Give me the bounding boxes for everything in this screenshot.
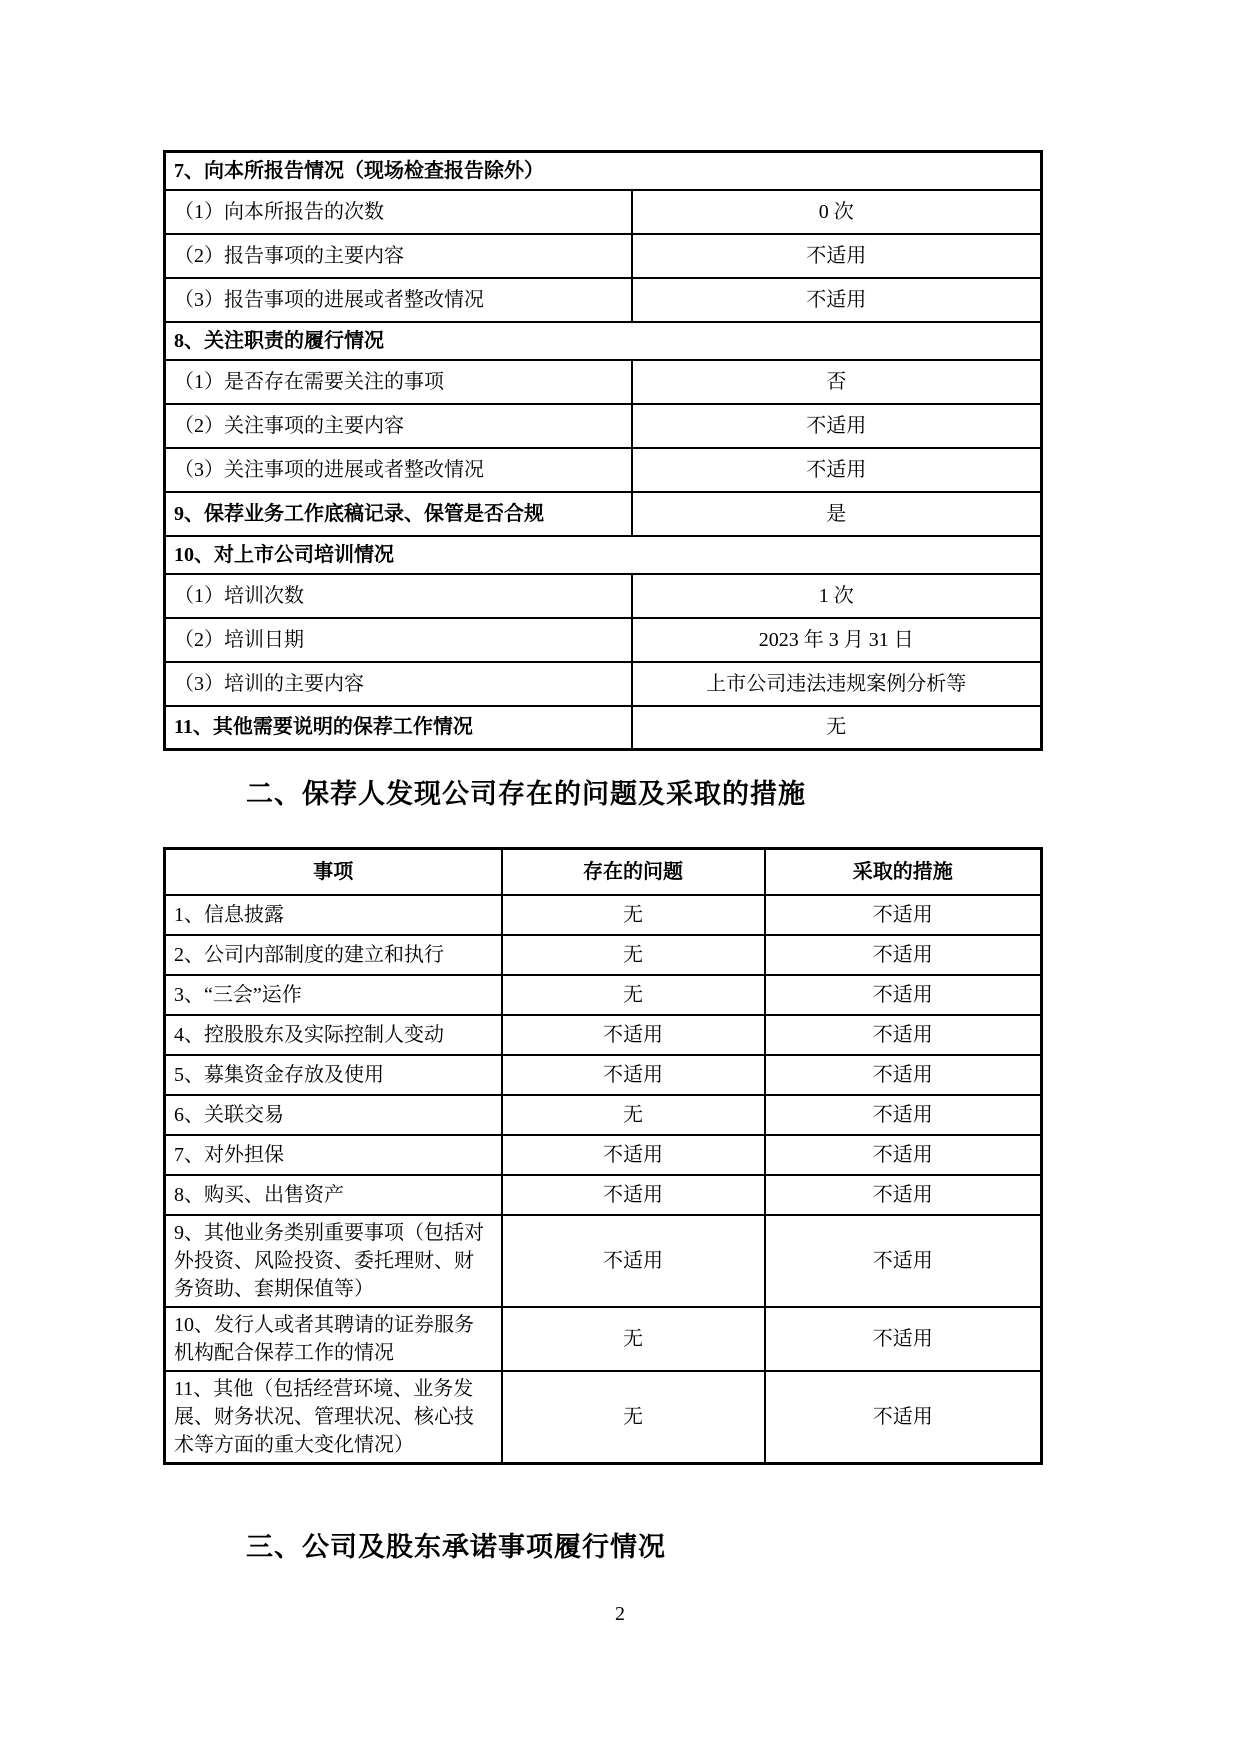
row-value: 是: [632, 492, 1042, 536]
row-label: （3）培训的主要内容: [165, 662, 632, 706]
row-item: 2、公司内部制度的建立和执行: [165, 935, 502, 975]
row-label: （2）关注事项的主要内容: [165, 404, 632, 448]
row-measure: 不适用: [765, 1215, 1042, 1307]
section-row-label: 7、向本所报告情况（现场检查报告除外）: [165, 152, 1042, 190]
row-item: 1、信息披露: [165, 895, 502, 935]
table-row: [165, 706, 1042, 750]
row-problem: 无: [502, 1095, 765, 1135]
row-value: 不适用: [632, 234, 1042, 278]
row-measure: 不适用: [765, 975, 1042, 1015]
row-label: （1）培训次数: [165, 574, 632, 618]
table-row: [165, 574, 1042, 618]
table-row: [165, 1095, 1042, 1135]
row-item: 10、发行人或者其聘请的证券服务机构配合保荐工作的情况: [165, 1307, 502, 1371]
row-label: （2）培训日期: [165, 618, 632, 662]
column-header-item: 事项: [165, 849, 502, 896]
row-problem: 不适用: [502, 1135, 765, 1175]
row-problem: 不适用: [502, 1175, 765, 1215]
row-problem: 无: [502, 1371, 765, 1464]
table-header-row: [165, 849, 1042, 896]
table-row: [165, 1015, 1042, 1055]
table-row: [165, 1055, 1042, 1095]
row-item: 11、其他（包括经营环境、业务发展、财务状况、管理状况、核心技术等方面的重大变化情况）: [165, 1371, 502, 1464]
table-row: [165, 662, 1042, 706]
row-measure: 不适用: [765, 1015, 1042, 1055]
row-measure: 不适用: [765, 1307, 1042, 1371]
row-item: 8、购买、出售资产: [165, 1175, 502, 1215]
row-label: （3）关注事项的进展或者整改情况: [165, 448, 632, 492]
row-value: 1 次: [632, 574, 1042, 618]
table-row: [165, 895, 1042, 935]
row-problem: 不适用: [502, 1015, 765, 1055]
problems-measures-table: [163, 847, 1043, 1465]
row-item: 5、募集资金存放及使用: [165, 1055, 502, 1095]
row-label: （2）报告事项的主要内容: [165, 234, 632, 278]
row-problem: 无: [502, 975, 765, 1015]
row-value: 0 次: [632, 190, 1042, 234]
row-item: 4、控股股东及实际控制人变动: [165, 1015, 502, 1055]
column-header-measure: 采取的措施: [765, 849, 1042, 896]
table-row: [165, 935, 1042, 975]
table-row: [165, 404, 1042, 448]
row-item: 7、对外担保: [165, 1135, 502, 1175]
row-measure: 不适用: [765, 1095, 1042, 1135]
section-row-label: 8、关注职责的履行情况: [165, 322, 1042, 360]
table-row: [165, 152, 1042, 190]
row-problem: 无: [502, 935, 765, 975]
row-problem: 不适用: [502, 1215, 765, 1307]
table-row: [165, 975, 1042, 1015]
row-measure: 不适用: [765, 935, 1042, 975]
table-row: [165, 278, 1042, 322]
row-item: 6、关联交易: [165, 1095, 502, 1135]
row-measure: 不适用: [765, 895, 1042, 935]
row-problem: 不适用: [502, 1055, 765, 1095]
table-row: [165, 448, 1042, 492]
table-row: [165, 1371, 1042, 1464]
table-row: [165, 1175, 1042, 1215]
table-row: [165, 1135, 1042, 1175]
table-row: [165, 1307, 1042, 1371]
row-value: 不适用: [632, 404, 1042, 448]
row-measure: 不适用: [765, 1055, 1042, 1095]
column-header-problem: 存在的问题: [502, 849, 765, 896]
row-value: 上市公司违法违规案例分析等: [632, 662, 1042, 706]
row-label: （3）报告事项的进展或者整改情况: [165, 278, 632, 322]
table-row: [165, 1215, 1042, 1307]
section-3-heading: 三、公司及股东承诺事项履行情况: [246, 1532, 666, 1562]
row-label: （1）是否存在需要关注的事项: [165, 360, 632, 404]
row-label: 9、保荐业务工作底稿记录、保管是否合规: [165, 492, 632, 536]
row-value: 否: [632, 360, 1042, 404]
row-measure: 不适用: [765, 1175, 1042, 1215]
table-row: [165, 360, 1042, 404]
row-measure: 不适用: [765, 1135, 1042, 1175]
row-value: 2023 年 3 月 31 日: [632, 618, 1042, 662]
row-problem: 无: [502, 895, 765, 935]
table-row: [165, 536, 1042, 574]
sponsor-work-table: [163, 150, 1043, 751]
table-row: [165, 322, 1042, 360]
row-value: 无: [632, 706, 1042, 750]
table-row: [165, 618, 1042, 662]
table-row: [165, 492, 1042, 536]
row-measure: 不适用: [765, 1371, 1042, 1464]
row-label: （1）向本所报告的次数: [165, 190, 632, 234]
row-value: 不适用: [632, 448, 1042, 492]
table-row: [165, 190, 1042, 234]
table-row: [165, 234, 1042, 278]
row-label: 11、其他需要说明的保荐工作情况: [165, 706, 632, 750]
row-problem: 无: [502, 1307, 765, 1371]
row-item: 3、“三会”运作: [165, 975, 502, 1015]
section-row-label: 10、对上市公司培训情况: [165, 536, 1042, 574]
page-number: 2: [615, 1603, 625, 1625]
row-value: 不适用: [632, 278, 1042, 322]
row-item: 9、其他业务类别重要事项（包括对外投资、风险投资、委托理财、财务资助、套期保值等）: [165, 1215, 502, 1307]
section-2-heading: 二、保荐人发现公司存在的问题及采取的措施: [246, 779, 806, 809]
